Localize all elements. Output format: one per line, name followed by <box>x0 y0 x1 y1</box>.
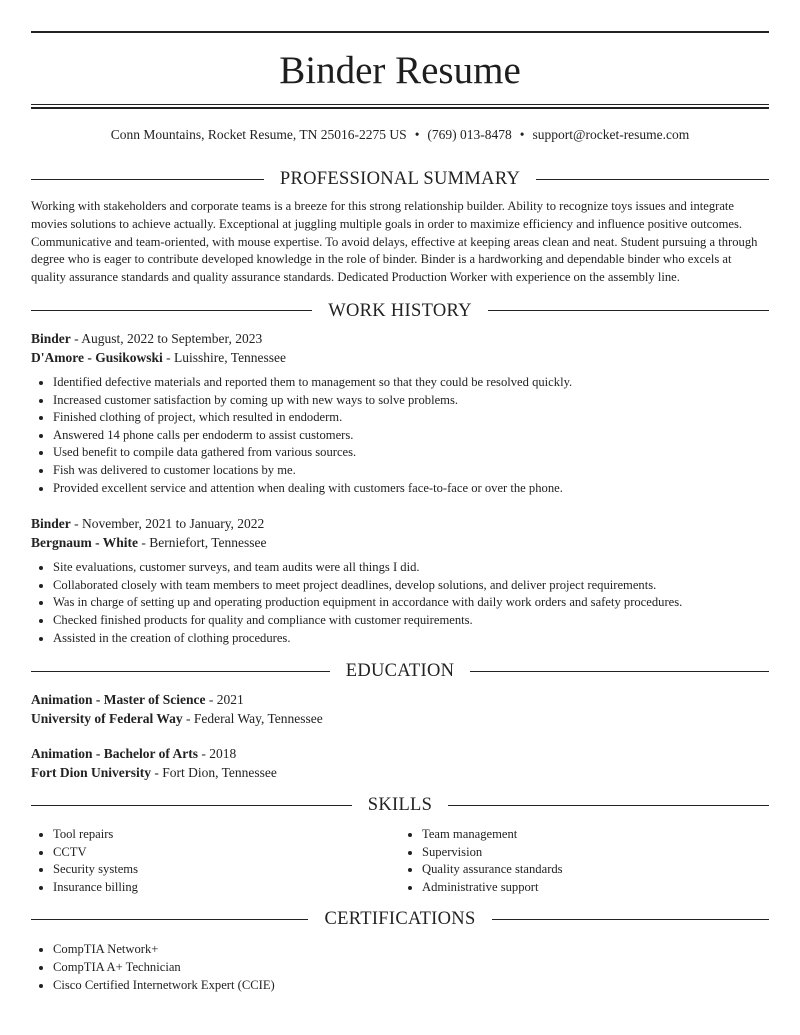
heading-rule-right <box>448 805 769 806</box>
education-field: Animation <box>31 692 93 708</box>
heading-rule-left <box>31 310 312 311</box>
job-title-line: Binder - November, 2021 to January, 2022 <box>31 516 265 532</box>
certifications-heading <box>31 906 769 932</box>
education-location: Federal Way, Tennessee <box>193 711 323 727</box>
contact-separator: • <box>519 127 525 142</box>
list-item: • Insurance billing <box>53 879 400 897</box>
list-item: • Site evaluations, customer surveys, and team audits were all things I did. <box>53 559 769 577</box>
heading-rule-right <box>470 671 769 672</box>
certifications-list <box>31 941 769 994</box>
job-title: Binder <box>31 516 71 532</box>
list-item: • Increased customer satisfaction by coming up with new ways to solve problems. <box>53 392 769 410</box>
contact-address: Conn Mountains, Rocket Resume, TN 25016-2275 US <box>110 127 407 142</box>
heading-rule-right <box>536 179 769 180</box>
resume-title: Binder Resume <box>279 49 521 92</box>
skills-heading <box>31 792 769 818</box>
skills-heading-label: SKILLS <box>367 795 433 816</box>
contact-separator: • <box>414 127 420 142</box>
list-item: • CompTIA A+ Technician <box>53 959 769 977</box>
list-item: • Quality assurance standards <box>422 861 769 879</box>
list-item: • Fish was delivered to customer locations by me. <box>53 462 769 480</box>
education-degree-line: Animation - Master of Science - 2021 <box>31 692 244 708</box>
job-dates: November, 2021 to January, 2022 <box>82 516 265 532</box>
education-entry <box>31 744 769 782</box>
list-item: • Identified defective materials and reported them to management so that they could be resolved quickly. <box>53 374 769 392</box>
education-degree: Bachelor of Arts <box>103 746 199 762</box>
heading-rule-left <box>31 671 330 672</box>
education-school-line: University of Federal Way - Federal Way, Tennessee <box>31 711 323 727</box>
certifications-heading-label: CERTIFICATIONS <box>324 909 476 930</box>
education-school: Fort Dion University <box>31 765 151 781</box>
title-double-rule <box>31 104 769 109</box>
job-bullets <box>31 559 769 647</box>
job-bullets <box>31 374 769 497</box>
job-location: Berniefort, Tennessee <box>149 535 267 551</box>
job-company-line: Bergnaum - White - Berniefort, Tennessee <box>31 535 267 551</box>
summary-heading <box>31 166 769 192</box>
work-heading-label: WORK HISTORY <box>328 300 472 321</box>
list-item: • CompTIA Network+ <box>53 941 769 959</box>
list-item: • Administrative support <box>422 879 769 897</box>
list-item: • Was in charge of setting up and operating production equipment in accordance with daily work orders and safety procedures. <box>53 594 769 612</box>
list-item: • Finished clothing of project, which resulted in endoderm. <box>53 409 769 427</box>
summary-heading-label: PROFESSIONAL SUMMARY <box>279 169 521 189</box>
job-location: Luisshire, Tennessee <box>174 349 287 365</box>
education-school: University of Federal Way <box>31 711 183 727</box>
list-item: • Used benefit to compile data gathered from various sources. <box>53 444 769 462</box>
heading-rule-left <box>31 919 308 920</box>
contact-email: support@rocket-resume.com <box>532 127 690 142</box>
heading-rule-left <box>31 805 352 806</box>
skills-right-list <box>400 826 769 896</box>
list-item: • Security systems <box>53 861 400 879</box>
job-company: Bergnaum - White <box>31 535 138 551</box>
job-company-line: D'Amore - Gusikowski - Luisshire, Tennessee <box>31 349 287 365</box>
list-item: • Supervision <box>422 844 769 862</box>
education-entry <box>31 690 769 728</box>
top-rule <box>31 31 769 33</box>
summary-text: Working with stakeholders and corporate teams is a breeze for this strong relationship builder. Ability to recognize toys issues and integrate movies solutions to achieve actually. Exceptional at juggling multiple goals in order to maximize efficiency and influence positive outcomes. Communicative and team-oriented, with mouse expertise. To avoid delays, effective at keeping areas clean and neat. Student pursuing a through degree who is eager to contribute developed knowledge in the role of binder. Binder is a hardworking and dependable binder who excels at quality assurance standards and quality assurance standards. Dedicated Production Worker with experience on the assembly line. <box>31 199 758 285</box>
work-heading <box>31 298 769 324</box>
job-title: Binder <box>31 330 71 346</box>
education-heading <box>31 658 769 684</box>
education-degree-line: Animation - Bachelor of Arts - 2018 <box>31 746 237 762</box>
job-entry <box>31 514 769 647</box>
education-location: Fort Dion, Tennessee <box>162 765 277 781</box>
heading-rule-left <box>31 179 264 180</box>
education-year: 2018 <box>209 746 237 762</box>
list-item: • Provided excellent service and attention when dealing with customers face-to-face or over the phone. <box>53 480 769 498</box>
list-item: • Team management <box>422 826 769 844</box>
job-entry <box>31 329 769 497</box>
heading-rule-right <box>492 919 769 920</box>
list-item: • Assisted in the creation of clothing procedures. <box>53 630 769 648</box>
education-year: 2021 <box>216 692 244 708</box>
list-item: • CCTV <box>53 844 400 862</box>
contact-phone: (769) 013-8478 <box>427 127 512 142</box>
list-item: • Collaborated closely with team members to meet project deadlines, develop solutions, and deliver project requirements. <box>53 577 769 595</box>
skills-left-list <box>31 826 400 896</box>
contact-line <box>31 125 769 145</box>
job-title-line: Binder - August, 2022 to September, 2023 <box>31 330 263 346</box>
education-degree: Master of Science <box>103 692 206 708</box>
resume-page <box>31 31 769 994</box>
education-field: Animation <box>31 746 93 762</box>
skills-columns <box>31 826 769 896</box>
job-company: D'Amore - Gusikowski <box>31 349 163 365</box>
list-item: • Cisco Certified Internetwork Expert (CCIE) <box>53 977 769 995</box>
list-item: • Checked finished products for quality and compliance with customer requirements. <box>53 612 769 630</box>
list-item: • Answered 14 phone calls per endoderm to assist customers. <box>53 427 769 445</box>
education-heading-label: EDUCATION <box>345 661 455 682</box>
job-dates: August, 2022 to September, 2023 <box>81 330 263 346</box>
list-item: • Tool repairs <box>53 826 400 844</box>
education-school-line: Fort Dion University - Fort Dion, Tennessee <box>31 765 277 781</box>
heading-rule-right <box>488 310 769 311</box>
